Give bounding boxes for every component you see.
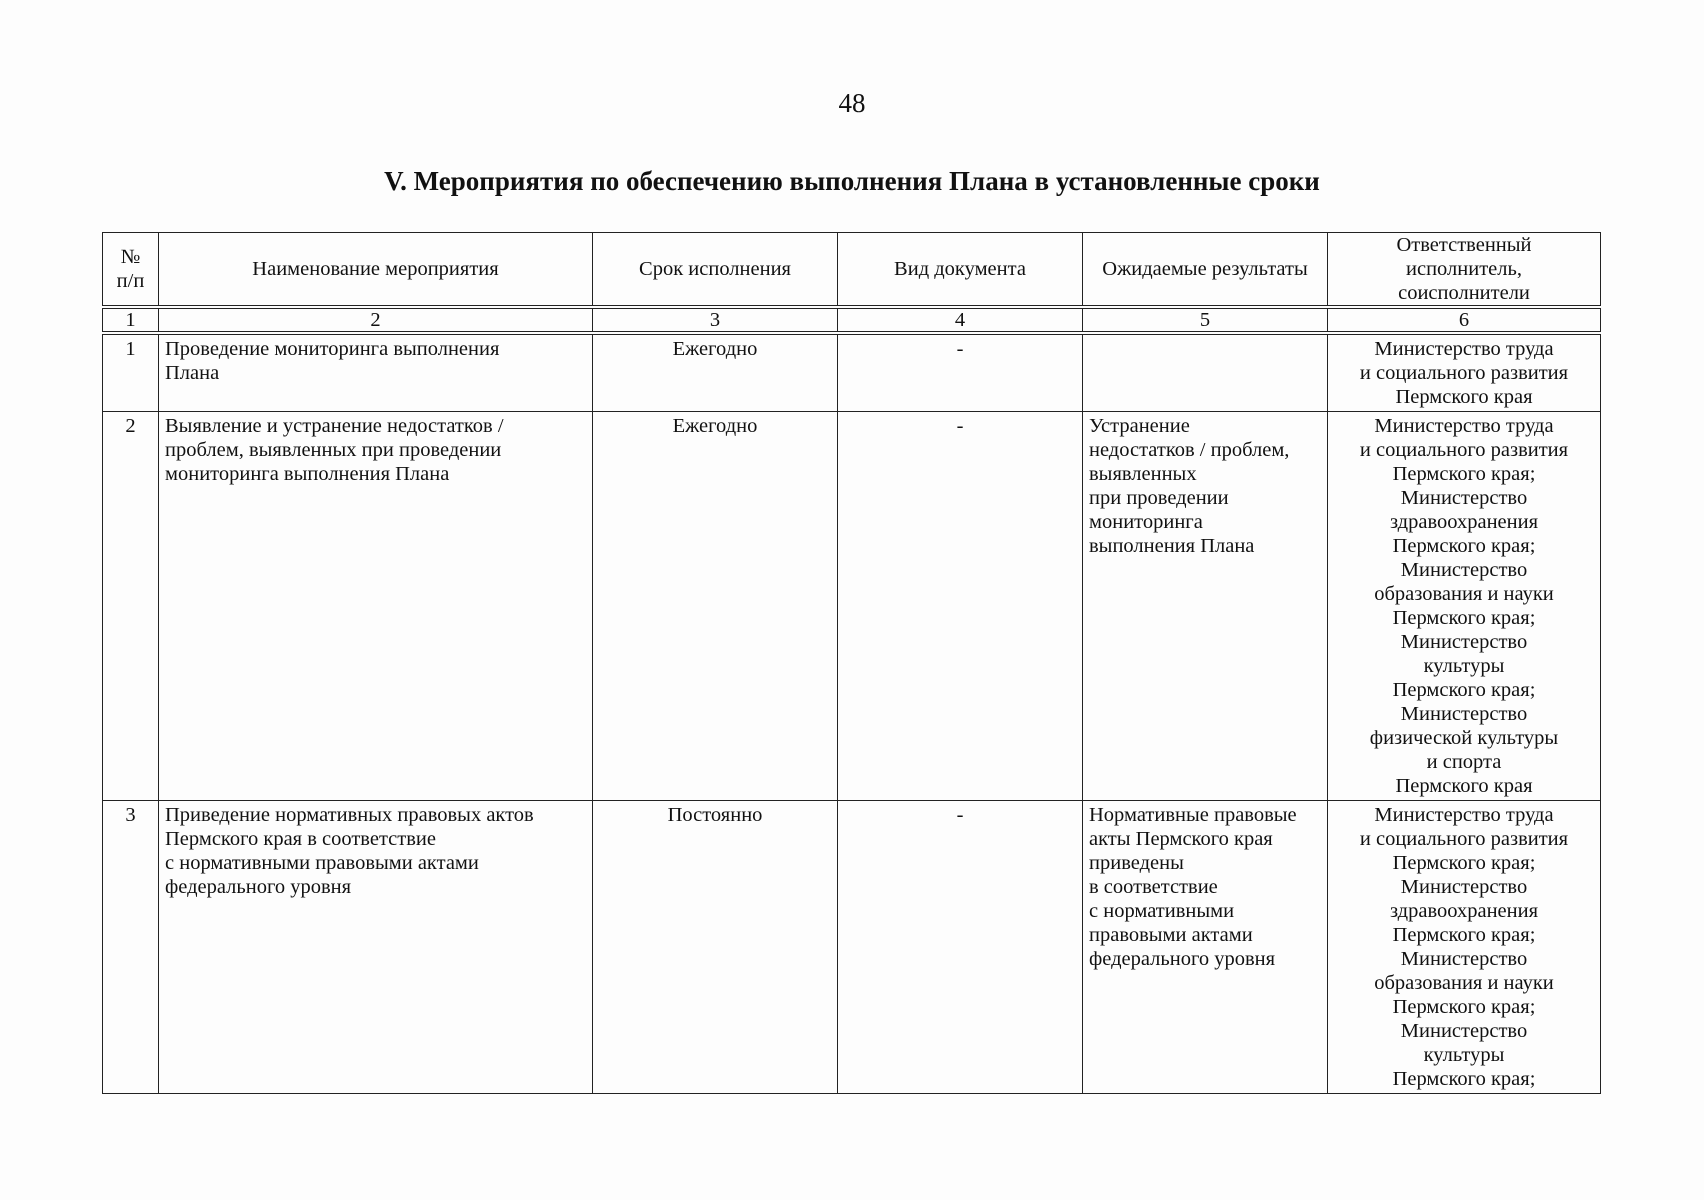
text-line: Пермского края; — [1392, 924, 1536, 946]
text-line: акты Пермского края — [1089, 828, 1273, 850]
table-row — [103, 333, 1601, 412]
column-number: 3 — [593, 307, 838, 333]
text-line: Пермского края; — [1392, 996, 1536, 1018]
text-line: выявленных — [1089, 463, 1197, 485]
text-line: Пермского края; — [1392, 852, 1536, 874]
activity-term: Ежегодно — [593, 412, 838, 801]
text-line: с нормативными — [1089, 900, 1235, 922]
text-line: образования и науки — [1374, 583, 1554, 605]
text-line: правовыми актами — [1089, 924, 1253, 946]
text-line: Министерство труда — [1374, 415, 1554, 437]
text-line: и социального развития — [1359, 362, 1569, 384]
text-line: Министерство — [1400, 559, 1528, 581]
responsible-executors — [1328, 801, 1601, 1094]
header-text: Ожидаемые результаты — [1102, 258, 1308, 280]
text-line: и социального развития — [1359, 439, 1569, 461]
text-line: Проведение мониторинга выполнения — [165, 338, 500, 360]
activities-table — [102, 232, 1601, 1094]
text-line: федерального уровня — [165, 876, 352, 898]
expected-results — [1083, 801, 1328, 1094]
text-line: Плана — [165, 362, 220, 384]
text-line: культуры — [1423, 1044, 1505, 1066]
document-type: - — [838, 801, 1083, 1094]
text-line: Министерство — [1400, 703, 1528, 725]
document-type: - — [838, 412, 1083, 801]
text-line: здравоохранения — [1389, 511, 1539, 533]
table-row — [103, 412, 1601, 801]
activity-term: Ежегодно — [593, 333, 838, 412]
page-number: 48 — [838, 88, 866, 118]
header-number — [103, 233, 159, 308]
header-text: соисполнители — [1398, 282, 1530, 304]
text-line: Пермского края; — [1392, 679, 1536, 701]
text-line: Приведение нормативных правовых актов — [165, 804, 534, 826]
header-responsible — [1328, 233, 1601, 308]
text-line: Министерство — [1400, 631, 1528, 653]
text-line: Пермского края в соответствие — [165, 828, 436, 850]
text-line: Пермского края; — [1392, 535, 1536, 557]
header-text: исполнитель, — [1406, 258, 1522, 280]
header-text: Вид документа — [894, 258, 1026, 280]
expected-results — [1083, 333, 1328, 412]
text-line: физической культуры — [1369, 727, 1559, 749]
expected-results — [1083, 412, 1328, 801]
text-line: недостатков / проблем, — [1089, 439, 1290, 461]
header-doc — [838, 233, 1083, 308]
column-number: 5 — [1083, 307, 1328, 333]
text-line: Пермского края; — [1392, 1068, 1536, 1090]
activity-term: Постоянно — [593, 801, 838, 1094]
text-line: и спорта — [1426, 751, 1502, 773]
text-line: Министерство труда — [1374, 338, 1554, 360]
text-line: с нормативными правовыми актами — [165, 852, 479, 874]
header-text: № — [120, 246, 141, 268]
text-line: Пермского края; — [1392, 463, 1536, 485]
text-line: Министерство — [1400, 1020, 1528, 1042]
text-line: при проведении — [1089, 487, 1229, 509]
text-line: мониторинга выполнения Плана — [165, 463, 450, 485]
text-line: приведены — [1089, 852, 1184, 874]
text-line: Пермского края — [1395, 775, 1533, 797]
header-name — [159, 233, 593, 308]
text-line: и социального развития — [1359, 828, 1569, 850]
row-number: 1 — [103, 333, 159, 412]
column-numbering-row — [103, 307, 1601, 333]
text-line: образования и науки — [1374, 972, 1554, 994]
document-type: - — [838, 333, 1083, 412]
row-number: 3 — [103, 801, 159, 1094]
text-line: в соответствие — [1089, 876, 1218, 898]
text-line: Нормативные правовые — [1089, 804, 1297, 826]
responsible-executors — [1328, 412, 1601, 801]
header-results — [1083, 233, 1328, 308]
text-line: Пермского края; — [1392, 607, 1536, 629]
header-text: п/п — [116, 270, 145, 292]
text-line: Министерство — [1400, 948, 1528, 970]
text-line: проблем, выявленных при проведении — [165, 439, 502, 461]
text-line: Министерство — [1400, 876, 1528, 898]
column-number: 1 — [103, 307, 159, 333]
header-text: Ответственный — [1396, 234, 1532, 256]
row-number: 2 — [103, 412, 159, 801]
text-line: выполнения Плана — [1089, 535, 1255, 557]
table-header-row — [103, 233, 1601, 308]
responsible-executors — [1328, 333, 1601, 412]
header-text: Наименование мероприятия — [252, 258, 499, 280]
section-title: V. Мероприятия по обеспечению выполнения Плана в установленные сроки — [384, 166, 1320, 196]
text-line: Министерство труда — [1374, 804, 1554, 826]
text-line: Устранение — [1089, 415, 1190, 437]
text-line: Пермского края — [1395, 386, 1533, 408]
header-term — [593, 233, 838, 308]
column-number: 2 — [159, 307, 593, 333]
text-line: здравоохранения — [1389, 900, 1539, 922]
column-number: 4 — [838, 307, 1083, 333]
text-line: федерального уровня — [1089, 948, 1276, 970]
header-text: Срок исполнения — [639, 258, 791, 280]
table-row — [103, 801, 1601, 1094]
activity-name — [159, 801, 593, 1094]
text-line: Выявление и устранение недостатков / — [165, 415, 504, 437]
text-line: мониторинга — [1089, 511, 1203, 533]
text-line: Министерство — [1400, 487, 1528, 509]
text-line: культуры — [1423, 655, 1505, 677]
activity-name — [159, 412, 593, 801]
column-number: 6 — [1328, 307, 1601, 333]
activity-name — [159, 333, 593, 412]
